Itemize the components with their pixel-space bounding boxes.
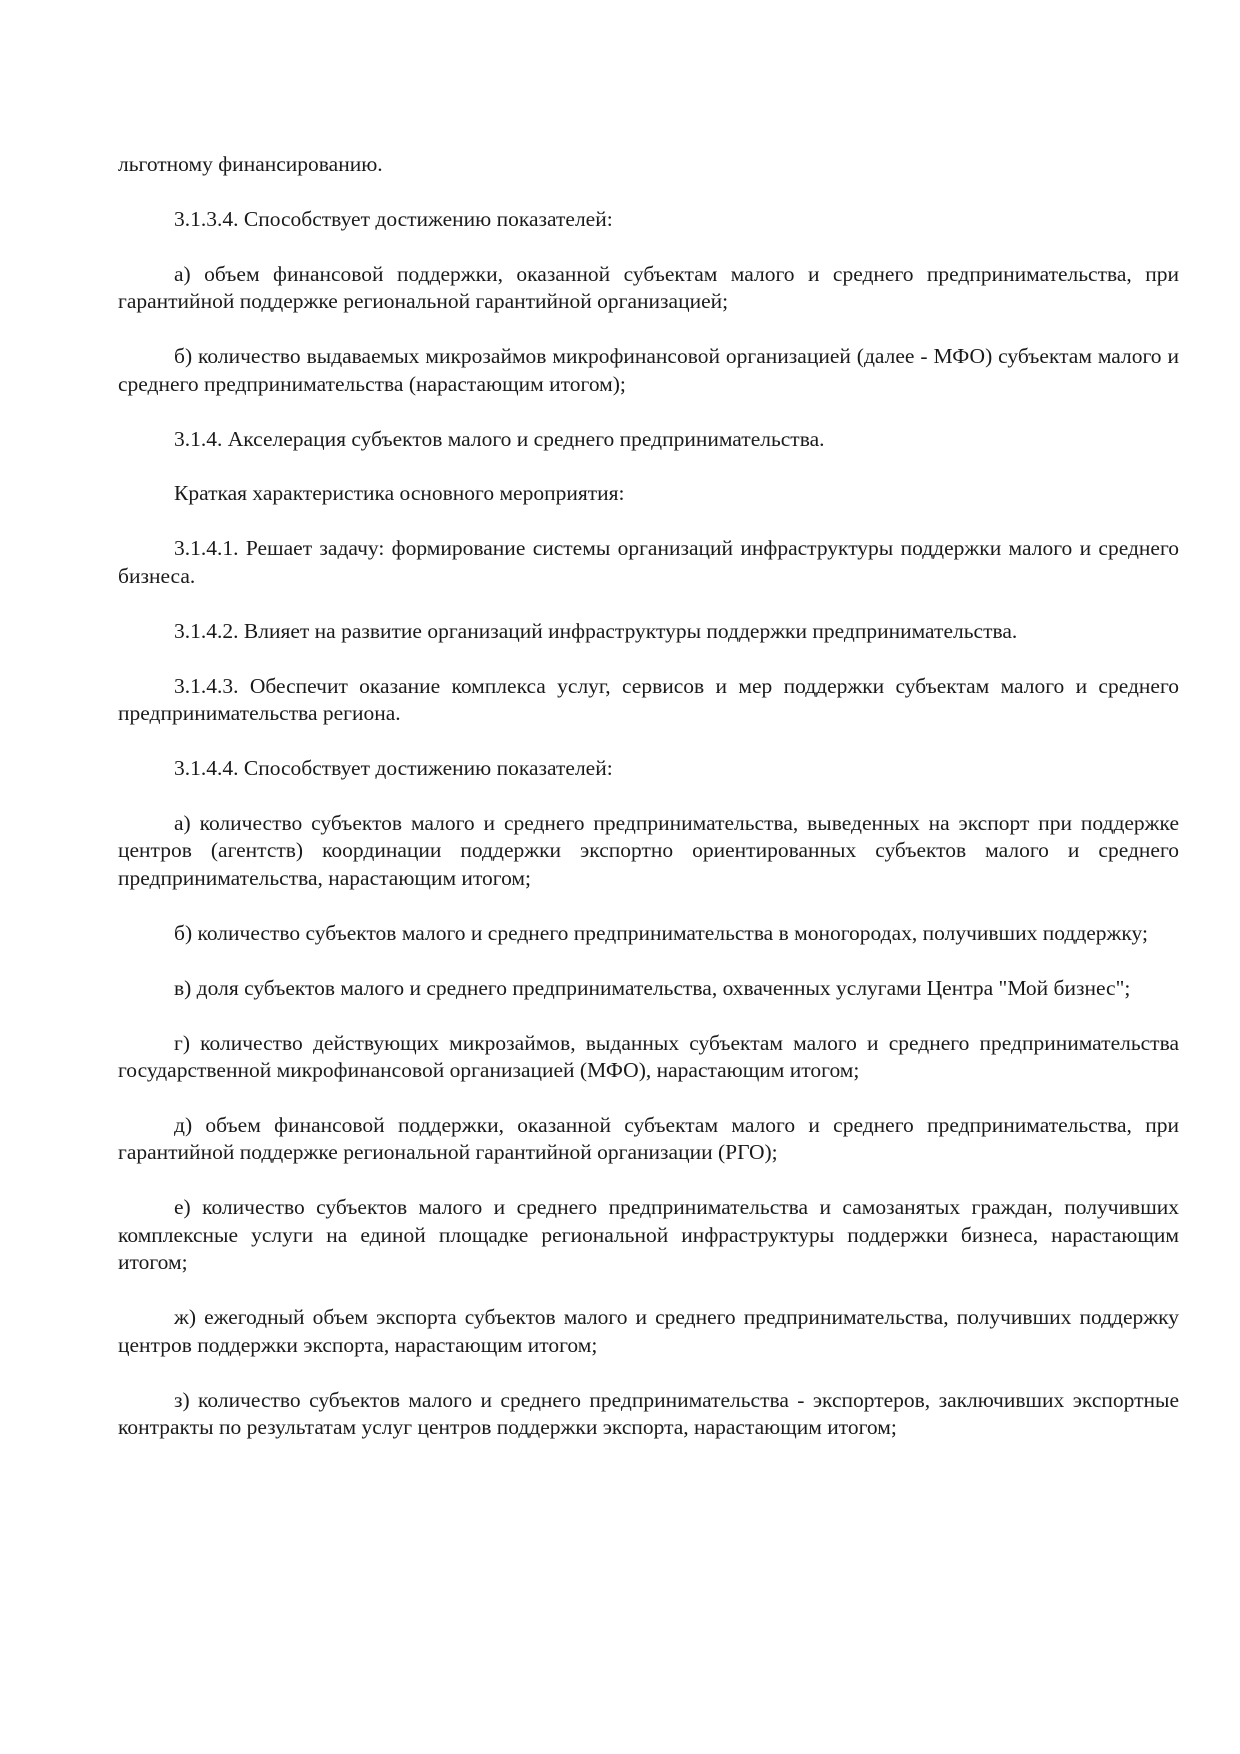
paragraph-indicator-z: з) количество субъектов малого и среднего предпринимательства - экспортеров, заключивших экспортные контракты по результатам услуг центров поддержки экспорта, нарастающим итогом;	[118, 1387, 1179, 1440]
paragraph-3-1-3-4: 3.1.3.4. Способствует достижению показателей:	[174, 206, 613, 231]
paragraph-indicator-g: г) количество действующих микрозаймов, выданных субъектам малого и среднего предпринимательства государственной микрофинансовой организацией (МФО), нарастающим итогом;	[118, 1030, 1179, 1083]
paragraph-3-1-4-1: 3.1.4.1. Решает задачу: формирование системы организаций инфраструктуры поддержки малого и среднего бизнеса.	[118, 536, 1179, 588]
paragraph-indicator-d: д) объем финансовой поддержки, оказанной субъектам малого и среднего предпринимательства, при гарантийной поддержке региональной гарантийной организации (РГО);	[118, 1112, 1179, 1165]
paragraph-indicator-e: е) количество субъектов малого и среднего предпринимательства и самозанятых граждан, получивших комплексные услуги на единой площадке региональной инфраструктуры поддержки бизнеса, нарастающим итогом;	[118, 1195, 1179, 1275]
paragraph-3-1-4-4: 3.1.4.4. Способствует достижению показателей:	[174, 756, 613, 781]
paragraph-indicator-a: а) количество субъектов малого и среднего предпринимательства, выведенных на экспорт при поддержке центров (агентств) координации поддержки экспортно ориентированных субъектов малого и среднего предпринимательства, нарастающим итогом;	[118, 810, 1179, 890]
paragraph-indicator-b: б) количество субъектов малого и среднего предпринимательства в моногородах, получивших поддержку;	[174, 920, 1148, 945]
paragraph-3-1-4: 3.1.4. Акселерация субъектов малого и среднего предпринимательства.	[174, 426, 825, 451]
document-body	[118, 151, 1179, 1469]
paragraph-continuation: льготному финансированию.	[118, 152, 383, 176]
paragraph-3-1-4-3: 3.1.4.3. Обеспечит оказание комплекса услуг, сервисов и мер поддержки субъектам малого и среднего предпринимательства региона.	[118, 673, 1179, 726]
paragraph-indicator-v: в) доля субъектов малого и среднего предпринимательства, охваченных услугами Центра "Мой бизнес";	[174, 975, 1131, 1000]
paragraph-indicator-zh: ж) ежегодный объем экспорта субъектов малого и среднего предпринимательства, получивших поддержку центров поддержки экспорта, нарастающим итогом;	[118, 1305, 1179, 1357]
paragraph-item-b: б) количество выдаваемых микрозаймов микрофинансовой организацией (далее - МФО) субъектам малого и среднего предпринимательства (нарастающим итогом);	[118, 344, 1179, 396]
paragraph-item-a: а) объем финансовой поддержки, оказанной субъектам малого и среднего предпринимательства, при гарантийной поддержке региональной гарантийной организацией;	[118, 261, 1179, 314]
paragraph-summary-heading: Краткая характеристика основного мероприятия:	[174, 481, 625, 506]
paragraph-3-1-4-2: 3.1.4.2. Влияет на развитие организаций инфраструктуры поддержки предпринимательства.	[174, 618, 1018, 643]
